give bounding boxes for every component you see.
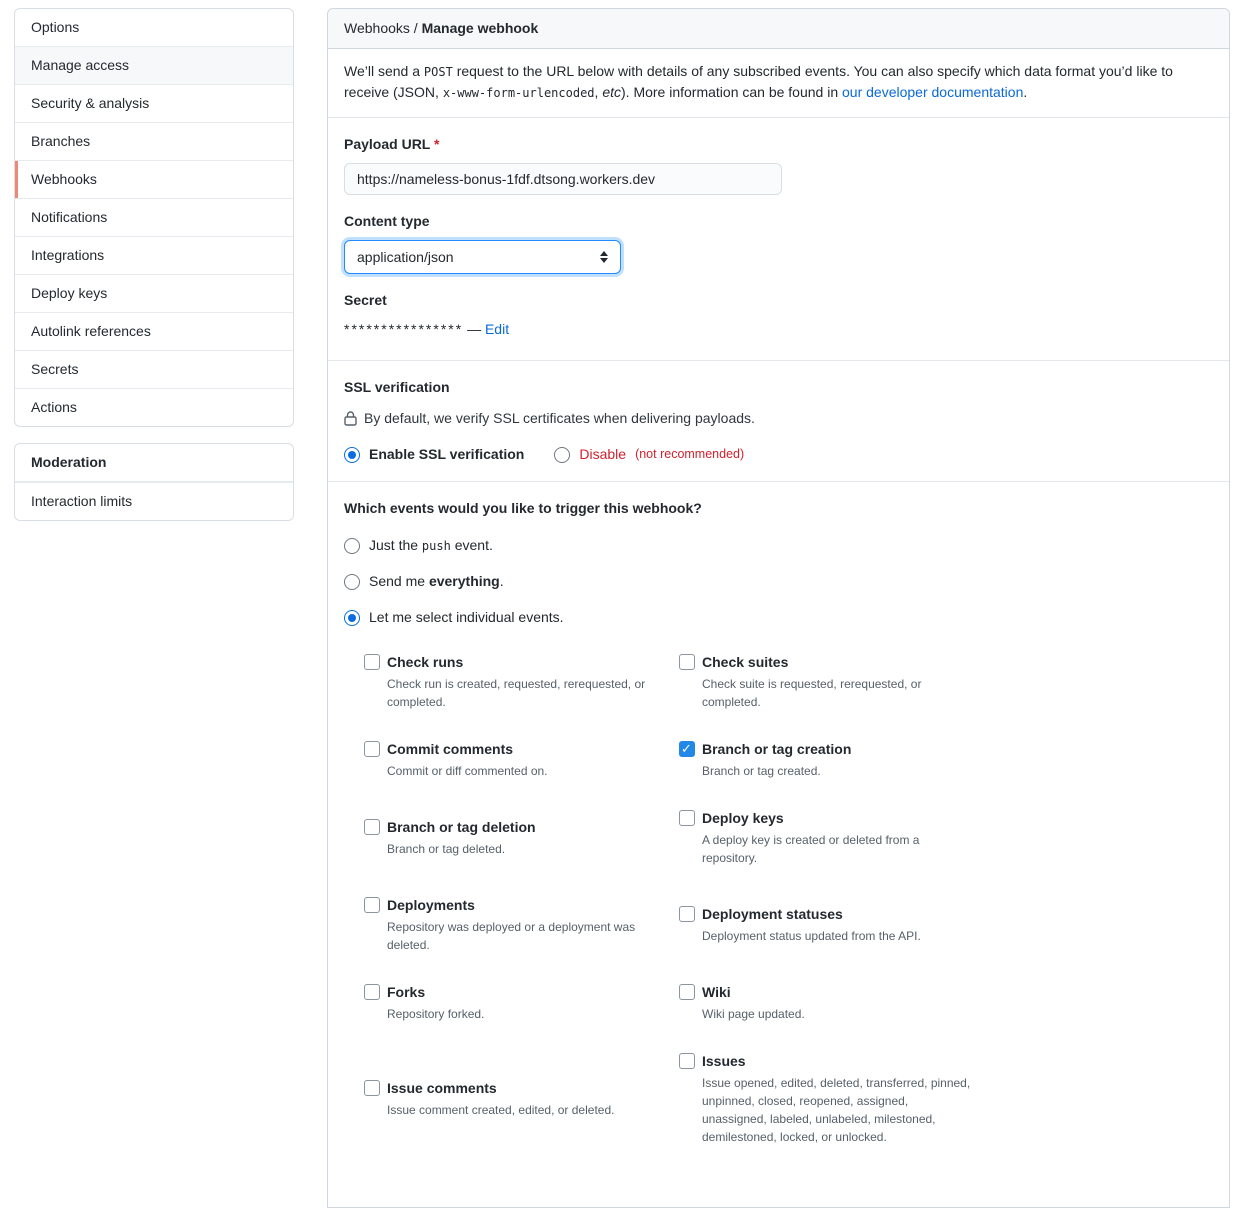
event-cell-commit-comments [364,739,661,780]
wiki-checkbox[interactable] [679,984,695,1000]
checkbox-description: Check suite is requested, rerequested, or completed. [702,677,922,709]
checkbox-label[interactable]: Branch or tag deletion [387,819,536,835]
option-text-part: event. [450,537,493,553]
event-row [364,895,976,954]
checkbox-label[interactable]: Check runs [387,654,464,670]
check-icon: ✓ [681,741,692,756]
post-code: POST [423,65,453,79]
sidebar-item-security-analysis[interactable]: Security & analysis [15,84,293,122]
sidebar-item-autolink-references[interactable]: Autolink references [15,312,293,350]
event-cell-issue-comments [364,1078,661,1119]
event-cell-branch-tag-creation [679,739,976,780]
disable-ssl-option[interactable] [554,444,744,465]
ssl-verification-section [328,361,1229,482]
issue-comments-checkbox[interactable] [364,1080,380,1096]
manage-webhook-panel [327,8,1230,1208]
deployment-statuses-checkbox[interactable] [679,906,695,922]
urlencoded-code: x-www-form-urlencoded [442,86,595,100]
deployments-checkbox[interactable] [364,897,380,913]
content-type-select[interactable] [344,240,621,274]
secret-edit-link[interactable]: Edit [484,321,510,337]
sidebar-item-webhooks[interactable]: Webhooks [15,160,293,198]
secret-label: Secret [344,292,387,308]
intro-text-part: We’ll send a [344,63,424,79]
enable-ssl-option[interactable] [344,444,524,465]
event-row [364,808,976,867]
sidebar-item-secrets[interactable]: Secrets [15,350,293,388]
webhook-intro-section [328,49,1229,118]
event-row [364,739,976,780]
disable-ssl-label: Disable [579,446,627,462]
checkbox-label[interactable]: Issue comments [387,1080,497,1096]
enable-ssl-radio[interactable] [344,447,360,463]
checkbox-label[interactable]: Forks [387,984,426,1000]
events-option-everything[interactable] [344,571,1213,592]
events-option-push[interactable] [344,535,1213,556]
ssl-radio-group [344,444,1213,465]
payload-url-label-text: Payload URL [344,136,431,152]
secret-field [344,290,1213,340]
push-event-radio[interactable] [344,538,360,554]
intro-text-part: request to the URL below with details of any subscribed events. You can also specify which data format you’d like to receive (JSON, [344,63,1173,100]
sidebar-item-actions[interactable]: Actions [15,388,293,426]
option-text-part: . [499,573,504,589]
commit-comments-checkbox[interactable] [364,741,380,757]
push-option-label [369,535,493,556]
sidebar-item-integrations[interactable]: Integrations [15,236,293,274]
webhook-intro-text [344,61,1213,103]
event-checkbox-grid [364,652,976,1146]
event-row [364,1051,976,1146]
checkbox-description: Branch or tag created. [702,764,821,778]
event-cell-check-runs [364,652,661,711]
sidebar-item-manage-access[interactable]: Manage access [15,46,293,84]
settings-sidebar [14,8,294,537]
checkbox-label[interactable]: Issues [702,1053,746,1069]
forks-checkbox[interactable] [364,984,380,1000]
payload-url-label [344,134,1213,155]
checkbox-label[interactable]: Commit comments [387,741,514,757]
sidebar-item-options[interactable]: Options [31,19,80,35]
intro-text-part: , [594,84,603,100]
event-cell-deployments [364,895,661,954]
branch-tag-creation-checkbox[interactable] [679,741,695,757]
event-cell-issues [679,1051,976,1146]
deploy-keys-checkbox[interactable] [679,810,695,826]
events-section [328,482,1229,1170]
checkbox-description: Branch or tag deleted. [387,842,506,856]
checkbox-label[interactable]: Deployments [387,897,475,913]
individual-option-label: Let me select individual events. [369,609,564,625]
ssl-note-row [344,408,1213,429]
checkbox-description: Issue opened, edited, deleted, transferred, pinned, unpinned, closed, reopened, assigned, unassigned, labeled, unlabeled, milestoned, demilestoned, locked, or unlocked. [702,1076,971,1144]
secret-value-row [344,319,1213,340]
checkbox-description: Deployment status updated from the API. [702,929,921,943]
webhook-config-section [328,118,1229,361]
required-asterisk: * [434,136,440,152]
checkbox-description: Commit or diff commented on. [387,764,548,778]
event-cell-forks [364,982,661,1023]
events-question: Which events would you like to trigger this webhook? [344,500,702,516]
enable-ssl-label: Enable SSL verification [369,446,525,462]
intro-text-part: . [1023,84,1028,100]
everything-option-label [369,571,504,592]
ssl-note-text: By default, we verify SSL certificates when delivering payloads. [364,410,755,426]
developer-documentation-link[interactable]: our developer documentation [842,84,1024,100]
checkbox-description: Wiki page updated. [702,1007,805,1021]
checkbox-label[interactable]: Wiki [702,984,731,1000]
checkbox-description: Issue comment created, edited, or deleted. [387,1103,615,1117]
breadcrumb-webhooks-link[interactable]: Webhooks [344,20,410,36]
payload-url-field [344,134,1213,195]
option-text-part: Send me [369,573,429,589]
settings-nav-moderation [14,443,294,521]
checkbox-label[interactable]: Deployment statuses [702,906,843,922]
lock-icon [344,411,357,426]
sidebar-item-deploy-keys[interactable]: Deploy keys [15,274,293,312]
everything-radio[interactable] [344,574,360,590]
checkbox-description: A deploy key is created or deleted from a repository. [702,833,920,865]
checkbox-description: Check run is created, requested, rerequested, or completed. [387,677,646,709]
breadcrumb [328,9,1229,49]
events-option-individual[interactable] [344,607,1213,628]
checkbox-label[interactable]: Check suites [702,654,789,670]
content-type-selected-value: application/json [357,248,454,265]
sidebar-item-notifications[interactable]: Notifications [15,198,293,236]
breadcrumb-separator: / [409,20,422,36]
payload-url-input[interactable] [344,163,782,195]
settings-nav-primary [14,8,294,427]
disable-ssl-radio[interactable] [554,447,570,463]
event-row [364,982,976,1023]
event-cell-deployment-statuses [679,904,976,945]
event-row [364,652,976,711]
event-cell-branch-tag-deletion [364,817,661,858]
ssl-verification-heading: SSL verification [344,379,450,395]
issues-checkbox[interactable] [679,1053,695,1069]
secret-masked-value: **************** [344,321,464,337]
checkbox-description: Repository was deployed or a deployment was deleted. [387,920,636,952]
everything-bold: everything [428,573,500,589]
branch-tag-deletion-checkbox[interactable] [364,819,380,835]
sidebar-item-branches[interactable]: Branches [15,122,293,160]
sidebar-item-interaction-limits[interactable]: Interaction limits [15,482,293,520]
secret-dash: — [467,321,482,337]
event-cell-wiki [679,982,976,1023]
check-runs-checkbox[interactable] [364,654,380,670]
select-caret-icon [600,251,608,263]
event-cell-check-suites [679,652,976,711]
content-type-label: Content type [344,213,430,229]
checkbox-label[interactable]: Branch or tag creation [702,741,852,757]
check-suites-checkbox[interactable] [679,654,695,670]
content-type-field [344,211,1213,274]
individual-events-radio[interactable] [344,610,360,626]
etc-italic: etc [602,84,621,100]
push-code: push [421,539,451,553]
page-title: Manage webhook [421,20,539,36]
checkbox-description: Repository forked. [387,1007,485,1021]
disable-ssl-note: (not recommended) [635,447,745,462]
option-text-part: Just the [369,537,422,553]
intro-text-part: ). More information can be found in [621,84,843,100]
event-cell-deploy-keys [679,808,976,867]
sidebar-section-header-moderation: Moderation [15,444,293,482]
checkbox-label[interactable]: Deploy keys [702,810,784,826]
